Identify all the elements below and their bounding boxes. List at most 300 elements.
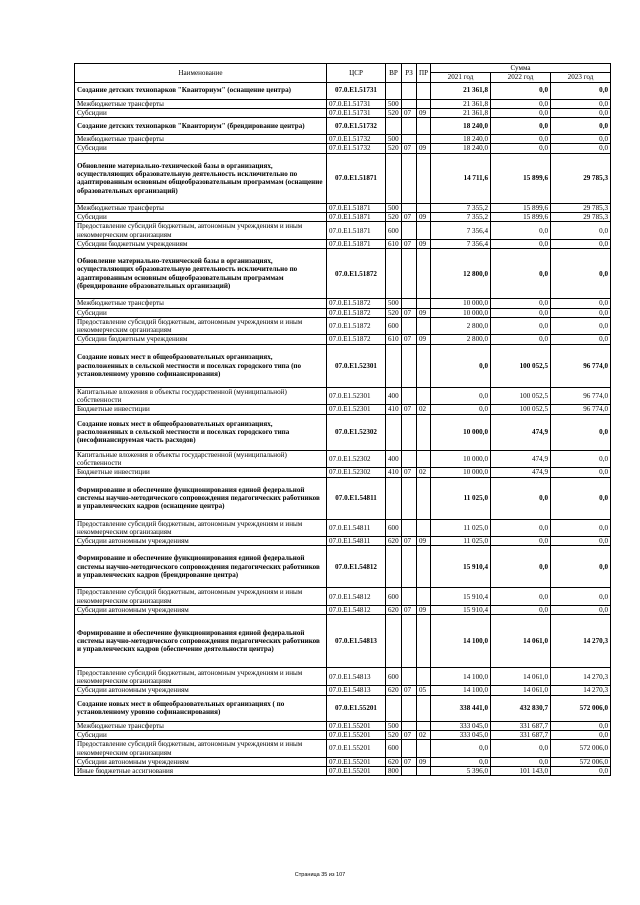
cell-2021: 338 441,0 (431, 695, 491, 721)
cell-2022: 0,0 (491, 606, 551, 615)
table-row (75, 213, 611, 222)
cell-pr (417, 153, 431, 203)
cell-pr (417, 317, 431, 335)
cell-name: Предоставление субсидий бюджетным, автономным учреждениям и иным некоммерческим организациям (75, 588, 327, 606)
cell-2021: 0,0 (431, 757, 491, 766)
cell-2022: 0,0 (491, 757, 551, 766)
table-row (75, 387, 611, 405)
cell-pr (417, 99, 431, 108)
table-row (75, 588, 611, 606)
cell-vr (386, 82, 402, 99)
cell-2023: 0,0 (551, 144, 611, 153)
cell-2022: 0,0 (491, 82, 551, 99)
header-year-2021: 2021 год (431, 73, 491, 82)
cell-2023: 0,0 (551, 299, 611, 308)
cell-2021: 21 361,8 (431, 108, 491, 117)
cell-2022: 0,0 (491, 477, 551, 519)
cell-pr (417, 588, 431, 606)
cell-2023: 0,0 (551, 730, 611, 739)
cell-rz (402, 546, 417, 588)
cell-name: Бюджетные инвестиции (75, 405, 327, 414)
cell-2021: 7 356,4 (431, 239, 491, 248)
cell-2023: 96 774,0 (551, 387, 611, 405)
cell-2022: 0,0 (491, 144, 551, 153)
cell-2023: 0,0 (551, 537, 611, 546)
cell-2022: 0,0 (491, 299, 551, 308)
cell-2022: 0,0 (491, 249, 551, 299)
cell-rz (402, 222, 417, 240)
cell-csr: 07.0.E1.52302 (327, 414, 386, 450)
cell-pr: 09 (417, 308, 431, 317)
cell-2021: 10 000,0 (431, 308, 491, 317)
cell-2021: 21 361,8 (431, 82, 491, 99)
table-row (75, 468, 611, 477)
cell-pr (417, 135, 431, 144)
cell-2021: 2 800,0 (431, 317, 491, 335)
table-row (75, 203, 611, 212)
cell-name: Обновление материально-технической базы в организациях, осуществляющих образовательную деятельность исключительно по адаптированным основным общеобразовательным программам (брендирование образовательных организаций) (75, 249, 327, 299)
cell-name: Предоставление субсидий бюджетным, автономным учреждениям и иным некоммерческим организациям (75, 317, 327, 335)
table-row (75, 144, 611, 153)
cell-vr: 400 (386, 387, 402, 405)
cell-2022: 0,0 (491, 335, 551, 344)
cell-2021: 18 240,0 (431, 135, 491, 144)
cell-name: Создание детских технопарков "Кванториум" (брендирование центра) (75, 118, 327, 135)
cell-rz: 07 (402, 213, 417, 222)
cell-vr: 600 (386, 668, 402, 686)
cell-pr: 09 (417, 239, 431, 248)
table-row-heading (75, 249, 611, 299)
cell-rz (402, 135, 417, 144)
cell-name: Межбюджетные трансферты (75, 299, 327, 308)
cell-rz: 07 (402, 405, 417, 414)
cell-2022: 0,0 (491, 317, 551, 335)
cell-pr (417, 203, 431, 212)
cell-2021: 5 396,0 (431, 767, 491, 776)
cell-pr (417, 118, 431, 135)
cell-csr: 07.0.E1.51872 (327, 249, 386, 299)
cell-name: Субсидии автономным учреждениям (75, 686, 327, 695)
cell-rz: 07 (402, 335, 417, 344)
cell-pr (417, 668, 431, 686)
cell-name: Бюджетные инвестиции (75, 468, 327, 477)
cell-2021: 333 045,0 (431, 730, 491, 739)
table-row (75, 405, 611, 414)
cell-name: Создание новых мест в общеобразовательных организациях ( по установленному уровню софинансирования) (75, 695, 327, 721)
cell-2022: 15 899,6 (491, 213, 551, 222)
cell-2023: 0,0 (551, 118, 611, 135)
cell-2022: 0,0 (491, 239, 551, 248)
cell-2023: 29 785,3 (551, 203, 611, 212)
cell-2021: 15 910,4 (431, 588, 491, 606)
cell-rz: 07 (402, 144, 417, 153)
cell-2023: 0,0 (551, 82, 611, 99)
cell-csr: 07.0.E1.54811 (327, 537, 386, 546)
table-row (75, 222, 611, 240)
cell-2022: 0,0 (491, 222, 551, 240)
cell-vr: 500 (386, 99, 402, 108)
cell-rz (402, 317, 417, 335)
cell-name: Субсидии (75, 108, 327, 117)
cell-rz (402, 740, 417, 758)
table-row (75, 308, 611, 317)
cell-csr: 07.0.E1.55201 (327, 767, 386, 776)
cell-vr: 620 (386, 686, 402, 695)
cell-pr (417, 249, 431, 299)
cell-2023: 0,0 (551, 468, 611, 477)
cell-vr: 520 (386, 144, 402, 153)
cell-vr (386, 118, 402, 135)
cell-name: Субсидии автономным учреждениям (75, 757, 327, 766)
table-row-heading (75, 546, 611, 588)
cell-vr: 620 (386, 757, 402, 766)
cell-name: Субсидии бюджетным учреждениям (75, 239, 327, 248)
cell-rz: 07 (402, 308, 417, 317)
cell-rz (402, 299, 417, 308)
cell-2021: 14 100,0 (431, 686, 491, 695)
header-name: Наименование (75, 64, 327, 83)
cell-pr (417, 721, 431, 730)
cell-name: Формирование и обеспечение функционирования единой федеральной системы научно-методического сопровождения педагогических работников и управленческих кадров (обеспечение деятельности центра) (75, 615, 327, 668)
cell-2021: 14 100,0 (431, 615, 491, 668)
cell-rz: 07 (402, 757, 417, 766)
cell-name: Капитальные вложения в объекты государственной (муниципальной) собственности (75, 450, 327, 468)
cell-2023: 29 785,3 (551, 213, 611, 222)
cell-2022: 101 143,0 (491, 767, 551, 776)
cell-rz (402, 588, 417, 606)
cell-2023: 29 785,3 (551, 153, 611, 203)
table-row-heading (75, 414, 611, 450)
cell-csr: 07.0.E1.54811 (327, 477, 386, 519)
cell-pr (417, 299, 431, 308)
table-row (75, 317, 611, 335)
cell-rz: 07 (402, 606, 417, 615)
table-row-heading (75, 153, 611, 203)
cell-vr (386, 344, 402, 387)
cell-vr: 520 (386, 108, 402, 117)
cell-name: Межбюджетные трансферты (75, 99, 327, 108)
cell-rz (402, 153, 417, 203)
cell-vr: 400 (386, 450, 402, 468)
cell-2023: 0,0 (551, 317, 611, 335)
cell-pr: 09 (417, 108, 431, 117)
cell-2023: 0,0 (551, 135, 611, 144)
cell-csr: 07.0.E1.51732 (327, 135, 386, 144)
cell-pr (417, 767, 431, 776)
cell-2023: 0,0 (551, 519, 611, 537)
header-pr: ПР (417, 64, 431, 83)
cell-name: Межбюджетные трансферты (75, 203, 327, 212)
cell-2021: 11 025,0 (431, 519, 491, 537)
header-year-2022: 2022 год (491, 73, 551, 82)
cell-vr: 410 (386, 405, 402, 414)
page-number: Страница 35 из 107 (294, 872, 346, 878)
cell-csr: 07.0.E1.55201 (327, 757, 386, 766)
cell-2022: 0,0 (491, 740, 551, 758)
cell-2022: 0,0 (491, 519, 551, 537)
cell-name: Создание новых мест в общеобразовательных организациях, расположенных в сельской местности и поселках городского типа (несофинансируемая часть расходов) (75, 414, 327, 450)
cell-2023: 0,0 (551, 239, 611, 248)
cell-pr (417, 546, 431, 588)
cell-name: Предоставление субсидий бюджетным, автономным учреждениям и иным некоммерческим организациям (75, 740, 327, 758)
cell-2023: 572 006,0 (551, 757, 611, 766)
cell-rz (402, 477, 417, 519)
cell-2023: 0,0 (551, 767, 611, 776)
cell-2021: 11 025,0 (431, 537, 491, 546)
cell-vr: 600 (386, 317, 402, 335)
cell-2022: 0,0 (491, 135, 551, 144)
cell-2022: 0,0 (491, 546, 551, 588)
cell-vr (386, 695, 402, 721)
table-row (75, 108, 611, 117)
cell-2021: 12 800,0 (431, 249, 491, 299)
table-row (75, 606, 611, 615)
cell-vr: 500 (386, 721, 402, 730)
cell-2022: 0,0 (491, 308, 551, 317)
cell-2021: 0,0 (431, 344, 491, 387)
cell-name: Предоставление субсидий бюджетным, автономным учреждениям и иным некоммерческим организациям (75, 668, 327, 686)
cell-csr: 07.0.E1.54812 (327, 546, 386, 588)
cell-vr (386, 249, 402, 299)
cell-rz (402, 118, 417, 135)
cell-rz (402, 450, 417, 468)
cell-csr: 07.0.E1.52301 (327, 387, 386, 405)
table-row (75, 757, 611, 766)
cell-2021: 0,0 (431, 387, 491, 405)
table-header (75, 64, 611, 83)
cell-2022: 0,0 (491, 588, 551, 606)
cell-csr: 07.0.E1.55201 (327, 721, 386, 730)
cell-rz: 07 (402, 108, 417, 117)
cell-rz (402, 203, 417, 212)
cell-2022: 100 052,5 (491, 387, 551, 405)
cell-pr: 02 (417, 468, 431, 477)
cell-vr: 410 (386, 468, 402, 477)
cell-rz: 07 (402, 730, 417, 739)
table-row (75, 668, 611, 686)
cell-2021: 10 000,0 (431, 450, 491, 468)
cell-pr (417, 695, 431, 721)
cell-pr (417, 387, 431, 405)
cell-rz (402, 414, 417, 450)
table-row (75, 730, 611, 739)
cell-csr: 07.0.E1.54811 (327, 519, 386, 537)
header-csr: ЦСР (327, 64, 386, 83)
cell-rz: 07 (402, 468, 417, 477)
cell-2023: 0,0 (551, 606, 611, 615)
cell-2021: 21 361,8 (431, 99, 491, 108)
cell-pr: 09 (417, 335, 431, 344)
cell-rz (402, 615, 417, 668)
cell-pr (417, 344, 431, 387)
table-row (75, 99, 611, 108)
cell-2021: 14 711,6 (431, 153, 491, 203)
cell-name: Создание новых мест в общеобразовательных организациях, расположенных в сельской местности и поселках городского типа (по установленному уровню софинансирования) (75, 344, 327, 387)
cell-name: Субсидии автономным учреждениям (75, 537, 327, 546)
cell-csr: 07.0.E1.55201 (327, 740, 386, 758)
cell-pr: 09 (417, 537, 431, 546)
cell-2022: 331 687,7 (491, 721, 551, 730)
cell-2023: 0,0 (551, 588, 611, 606)
cell-pr: 09 (417, 606, 431, 615)
cell-2023: 0,0 (551, 108, 611, 117)
cell-vr: 610 (386, 335, 402, 344)
cell-csr: 07.0.E1.54813 (327, 615, 386, 668)
cell-csr: 07.0.E1.51871 (327, 239, 386, 248)
cell-vr: 520 (386, 213, 402, 222)
cell-2022: 474,9 (491, 414, 551, 450)
cell-vr: 620 (386, 606, 402, 615)
cell-vr: 600 (386, 519, 402, 537)
cell-2021: 15 910,4 (431, 606, 491, 615)
cell-csr: 07.0.E1.51731 (327, 108, 386, 117)
cell-pr: 09 (417, 213, 431, 222)
cell-csr: 07.0.E1.55201 (327, 730, 386, 739)
cell-name: Создание детских технопарков "Кванториум" (оснащение центра) (75, 82, 327, 99)
cell-2021: 2 800,0 (431, 335, 491, 344)
cell-2021: 0,0 (431, 405, 491, 414)
cell-vr (386, 477, 402, 519)
cell-name: Субсидии (75, 730, 327, 739)
cell-csr: 07.0.E1.55201 (327, 695, 386, 721)
cell-rz (402, 519, 417, 537)
cell-name: Субсидии автономным учреждениям (75, 606, 327, 615)
cell-2023: 0,0 (551, 335, 611, 344)
cell-vr (386, 546, 402, 588)
cell-pr (417, 519, 431, 537)
cell-pr: 02 (417, 730, 431, 739)
cell-vr: 520 (386, 308, 402, 317)
header-sum: Сумма (431, 64, 611, 73)
cell-pr (417, 82, 431, 99)
cell-vr (386, 414, 402, 450)
table-row (75, 721, 611, 730)
cell-pr: 09 (417, 144, 431, 153)
budget-table (74, 63, 611, 776)
cell-vr: 500 (386, 203, 402, 212)
cell-csr: 07.0.E1.51871 (327, 213, 386, 222)
cell-pr (417, 477, 431, 519)
cell-csr: 07.0.E1.54813 (327, 668, 386, 686)
cell-name: Формирование и обеспечение функционирования единой федеральной системы научно-методического сопровождения педагогических работников и управленческих кадров (оснащение центра) (75, 477, 327, 519)
cell-name: Субсидии (75, 308, 327, 317)
cell-csr: 07.0.E1.51872 (327, 317, 386, 335)
cell-name: Формирование и обеспечение функционирования единой федеральной системы научно-методического сопровождения педагогических работников и управленческих кадров (брендирование центра) (75, 546, 327, 588)
cell-2021: 10 000,0 (431, 299, 491, 308)
cell-vr: 500 (386, 299, 402, 308)
cell-2022: 15 899,6 (491, 153, 551, 203)
cell-rz: 07 (402, 239, 417, 248)
cell-name: Капитальные вложения в объекты государственной (муниципальной) собственности (75, 387, 327, 405)
cell-vr: 800 (386, 767, 402, 776)
cell-name: Обновление материально-технической базы в организациях, осуществляющих образовательную деятельность исключительно по адаптированным основным общеобразовательным программам (оснащение образовательных организаций) (75, 153, 327, 203)
cell-2023: 96 774,0 (551, 344, 611, 387)
cell-rz (402, 668, 417, 686)
table-row-heading (75, 118, 611, 135)
table-row (75, 519, 611, 537)
cell-2021: 18 240,0 (431, 144, 491, 153)
cell-2023: 14 270,3 (551, 686, 611, 695)
cell-csr: 07.0.E1.52302 (327, 450, 386, 468)
cell-2023: 0,0 (551, 308, 611, 317)
cell-csr: 07.0.E1.51871 (327, 203, 386, 212)
cell-2021: 18 240,0 (431, 118, 491, 135)
cell-vr: 520 (386, 730, 402, 739)
cell-csr: 07.0.E1.54813 (327, 686, 386, 695)
cell-vr: 600 (386, 740, 402, 758)
cell-2023: 0,0 (551, 450, 611, 468)
cell-2022: 0,0 (491, 537, 551, 546)
cell-pr: 02 (417, 405, 431, 414)
table-row (75, 740, 611, 758)
cell-2022: 331 687,7 (491, 730, 551, 739)
cell-2023: 0,0 (551, 721, 611, 730)
cell-pr (417, 414, 431, 450)
cell-2021: 10 000,0 (431, 468, 491, 477)
cell-vr (386, 615, 402, 668)
cell-name: Субсидии бюджетным учреждениям (75, 335, 327, 344)
table-row (75, 450, 611, 468)
cell-2023: 14 270,3 (551, 668, 611, 686)
table-row-heading (75, 477, 611, 519)
cell-vr: 610 (386, 239, 402, 248)
cell-2021: 14 100,0 (431, 668, 491, 686)
table-row (75, 239, 611, 248)
cell-2023: 572 006,0 (551, 740, 611, 758)
cell-vr: 600 (386, 222, 402, 240)
cell-name: Предоставление субсидий бюджетным, автономным учреждениям и иным некоммерческим организациям (75, 519, 327, 537)
cell-csr: 07.0.E1.52301 (327, 344, 386, 387)
cell-pr (417, 450, 431, 468)
cell-pr (417, 740, 431, 758)
cell-name: Субсидии (75, 213, 327, 222)
cell-2021: 7 355,2 (431, 213, 491, 222)
cell-2022: 14 061,0 (491, 668, 551, 686)
table-row-heading (75, 695, 611, 721)
cell-csr: 07.0.E1.51732 (327, 144, 386, 153)
cell-2021: 11 025,0 (431, 477, 491, 519)
cell-rz: 07 (402, 537, 417, 546)
cell-2022: 100 052,5 (491, 405, 551, 414)
cell-2023: 0,0 (551, 249, 611, 299)
cell-2022: 100 052,5 (491, 344, 551, 387)
cell-name: Субсидии (75, 144, 327, 153)
cell-csr: 07.0.E1.51732 (327, 118, 386, 135)
cell-rz (402, 99, 417, 108)
cell-rz (402, 695, 417, 721)
cell-pr: 09 (417, 757, 431, 766)
header-vr: ВР (386, 64, 402, 83)
table-row (75, 335, 611, 344)
table-row (75, 537, 611, 546)
table-row (75, 767, 611, 776)
cell-csr: 07.0.E1.52302 (327, 468, 386, 477)
cell-pr (417, 222, 431, 240)
cell-csr: 07.0.E1.52301 (327, 405, 386, 414)
cell-csr: 07.0.E1.51872 (327, 299, 386, 308)
cell-name: Межбюджетные трансферты (75, 135, 327, 144)
cell-rz (402, 82, 417, 99)
cell-name: Иные бюджетные ассигнования (75, 767, 327, 776)
cell-2023: 0,0 (551, 546, 611, 588)
cell-2023: 14 270,3 (551, 615, 611, 668)
cell-2022: 432 830,7 (491, 695, 551, 721)
cell-csr: 07.0.E1.54812 (327, 588, 386, 606)
cell-2022: 474,9 (491, 468, 551, 477)
cell-csr: 07.0.E1.51871 (327, 153, 386, 203)
table-body (75, 82, 611, 776)
cell-csr: 07.0.E1.51731 (327, 99, 386, 108)
